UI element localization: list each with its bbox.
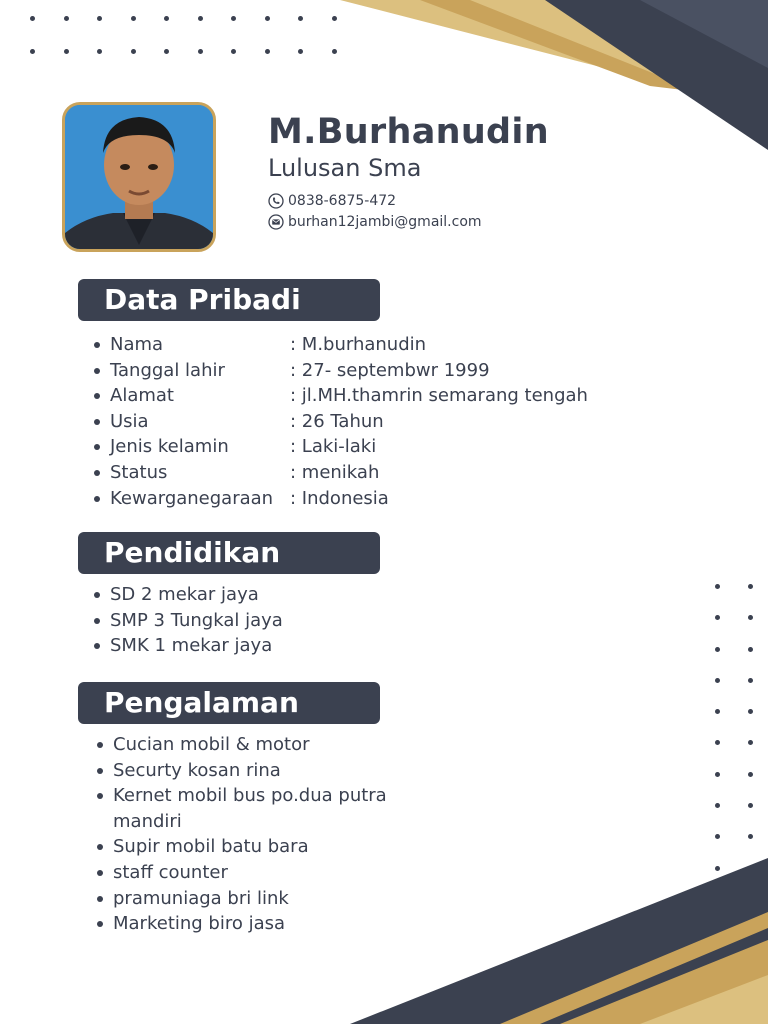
email-text[interactable]: burhan12jambi@gmail.com <box>288 214 482 230</box>
list-item: Marketing biro jasa <box>87 911 413 937</box>
field-label: Jenis kelamin <box>110 436 229 458</box>
decor-dot <box>748 772 753 777</box>
list-item: SD 2 mekar jaya <box>84 582 283 608</box>
decor-dot <box>164 49 169 54</box>
list-item <box>84 332 588 358</box>
field-label: Tanggal lahir <box>110 359 225 381</box>
decor-dot <box>715 709 720 714</box>
decor-dot <box>748 678 753 683</box>
list-item <box>84 460 588 486</box>
phone-text[interactable]: 0838-6875-472 <box>288 193 397 209</box>
field-label: Alamat <box>110 385 174 407</box>
contact-email <box>268 214 482 230</box>
decor-dot <box>198 16 203 21</box>
section-title-experience: Pengalaman <box>78 682 380 724</box>
section-title-personal: Data Pribadi <box>78 279 380 321</box>
education-list <box>84 582 283 659</box>
decor-dot <box>748 740 753 745</box>
decor-dot <box>748 647 753 652</box>
list-item: pramuniaga bri link <box>87 886 413 912</box>
decor-dot <box>97 16 102 21</box>
dots-pattern-right <box>715 584 753 871</box>
decor-dot <box>198 49 203 54</box>
decor-dot <box>748 803 753 808</box>
section-title-education: Pendidikan <box>78 532 380 574</box>
field-value: : 26 Tahun <box>290 410 384 432</box>
field-value: : jl.MH.thamrin semarang tengah <box>290 385 588 407</box>
list-item: SMP 3 Tungkal jaya <box>84 608 283 634</box>
decor-dot <box>715 834 720 839</box>
dots-pattern-top <box>30 16 337 54</box>
decor-dot <box>715 772 720 777</box>
decor-dot <box>715 803 720 808</box>
field-label: Kewarganegaraan <box>110 487 274 509</box>
decor-dot <box>265 16 270 21</box>
field-value: : Indonesia <box>290 487 389 509</box>
decor-dot <box>30 16 35 21</box>
contact-phone <box>268 193 396 209</box>
list-item: staff counter <box>87 860 413 886</box>
decor-dot <box>131 16 136 21</box>
decor-dot <box>231 16 236 21</box>
decor-dot <box>332 16 337 21</box>
decor-dot <box>64 16 69 21</box>
personal-data-list <box>84 332 588 511</box>
field-label: Status <box>110 461 168 483</box>
list-item <box>84 358 588 384</box>
list-item <box>84 434 588 460</box>
field-value: : Laki-laki <box>290 436 377 458</box>
list-item <box>84 486 588 512</box>
list-item: Cucian mobil & motor <box>87 732 413 758</box>
phone-icon <box>268 193 284 209</box>
decor-dot <box>298 49 303 54</box>
decor-dot <box>30 49 35 54</box>
profile-photo <box>62 102 216 252</box>
experience-list <box>87 732 413 937</box>
field-label: Nama <box>110 334 164 355</box>
field-value: : 27- septembwr 1999 <box>290 359 490 381</box>
decor-dot <box>332 49 337 54</box>
avatar <box>65 105 213 249</box>
decor-dot <box>748 834 753 839</box>
field-label: Usia <box>110 410 149 432</box>
list-item <box>84 383 588 409</box>
decor-dot <box>164 16 169 21</box>
decor-dot <box>131 49 136 54</box>
decor-dot <box>64 49 69 54</box>
decor-dot <box>715 866 720 871</box>
decor-dot <box>715 647 720 652</box>
decor-dot <box>715 584 720 589</box>
profile-name: M.Burhanudin <box>268 112 549 152</box>
list-item: Supir mobil batu bara <box>87 834 413 860</box>
profile-tagline: Lulusan Sma <box>268 154 422 182</box>
decor-dot <box>97 49 102 54</box>
field-value: : M.burhanudin <box>290 334 427 355</box>
decor-dot <box>715 615 720 620</box>
decor-dot <box>748 615 753 620</box>
list-item <box>84 409 588 435</box>
decor-dot <box>715 678 720 683</box>
decor-dot <box>231 49 236 54</box>
decor-dot <box>265 49 270 54</box>
decor-dot <box>715 740 720 745</box>
field-value: : menikah <box>290 461 380 483</box>
list-item: Kernet mobil bus po.dua putra mandiri <box>87 783 413 834</box>
decor-dot <box>748 709 753 714</box>
list-item: SMK 1 mekar jaya <box>84 633 283 659</box>
decor-dot <box>748 584 753 589</box>
list-item: Securty kosan rina <box>87 758 413 784</box>
mail-icon <box>268 214 284 230</box>
decor-dot <box>298 16 303 21</box>
